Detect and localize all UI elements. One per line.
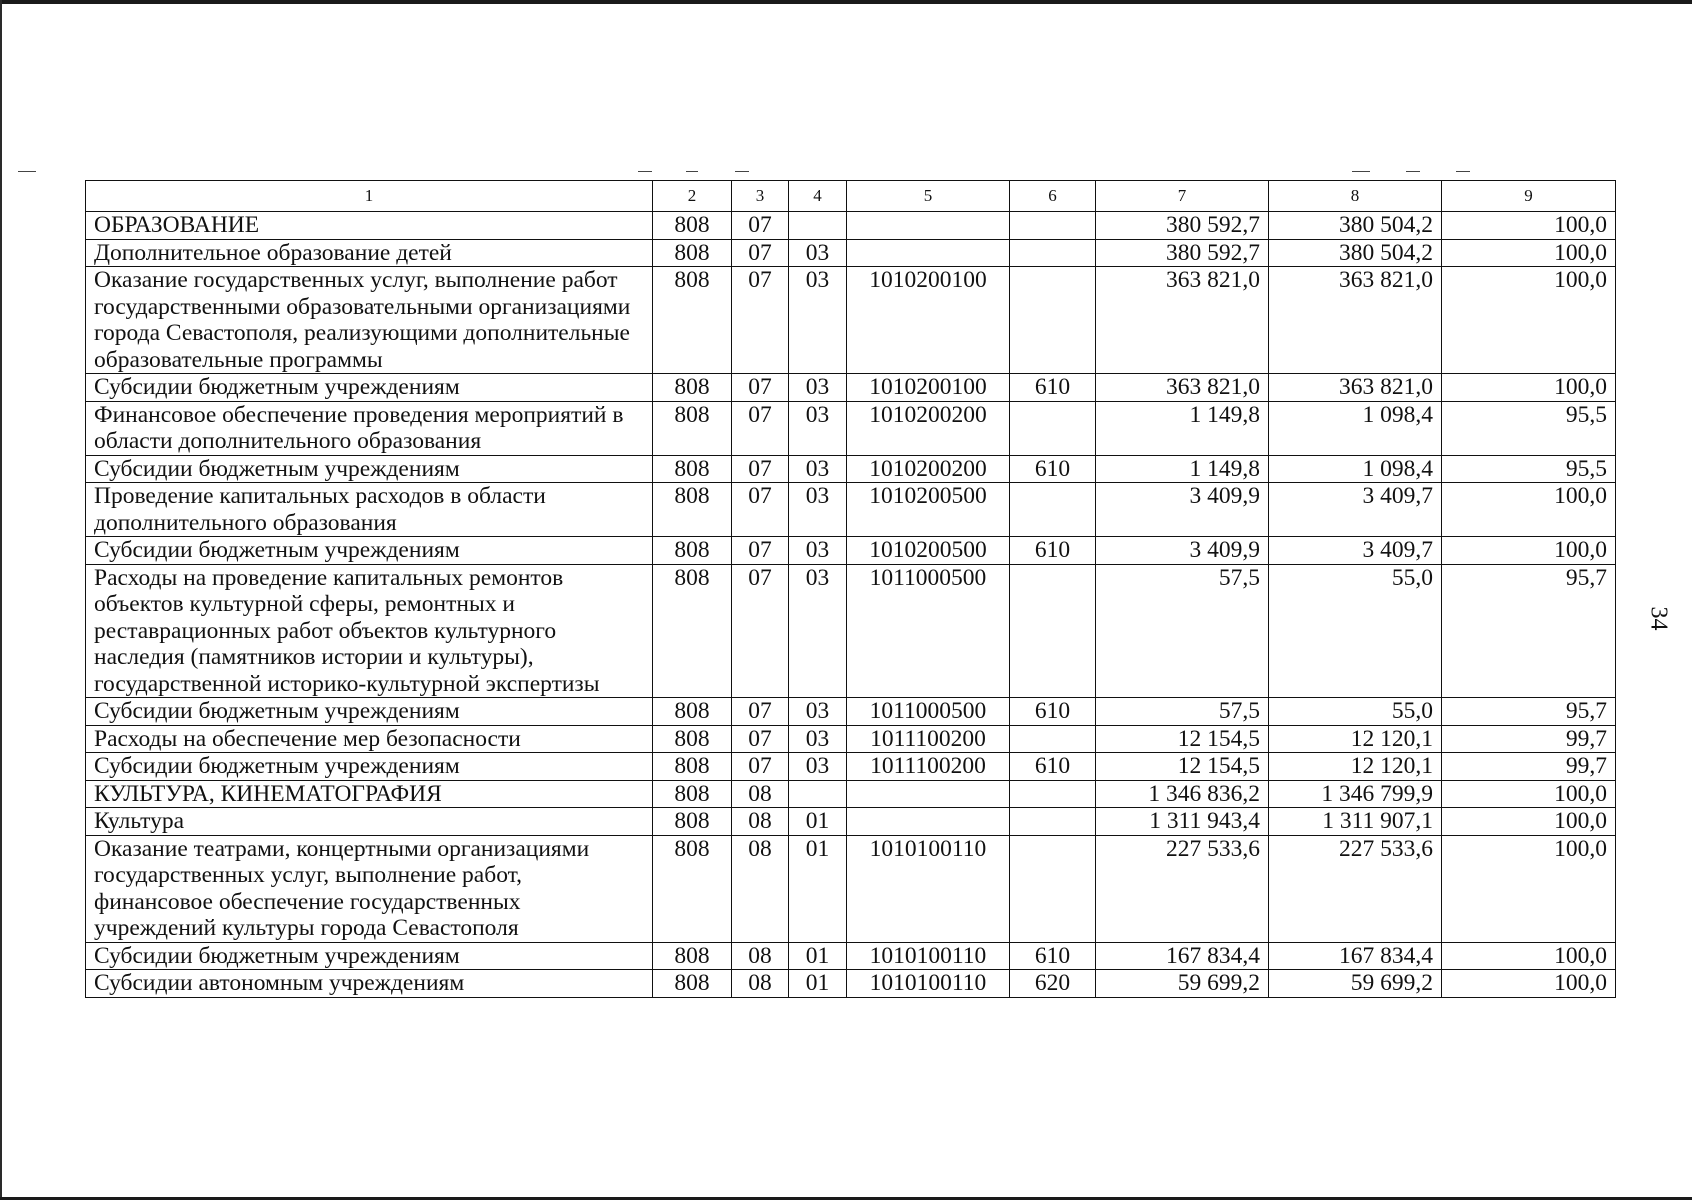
cell-ministry-code: 808 [653, 835, 732, 942]
cell-section-code: 07 [732, 753, 789, 781]
cell-description: Субсидии бюджетным учреждениям [86, 455, 653, 483]
cell-approved-amount: 363 821,0 [1096, 267, 1269, 374]
table-row [86, 401, 1616, 455]
cell-section-code: 07 [732, 483, 789, 537]
cell-ministry-code: 808 [653, 725, 732, 753]
cell-subsection-code: 03 [789, 239, 847, 267]
cell-executed-amount: 1 311 907,1 [1269, 808, 1442, 836]
cell-section-code: 08 [732, 970, 789, 998]
cell-expense-type [1010, 725, 1096, 753]
table-row [86, 537, 1616, 565]
cell-execution-percent: 99,7 [1442, 753, 1616, 781]
cell-target-article: 1010200100 [847, 267, 1010, 374]
cell-execution-percent: 100,0 [1442, 942, 1616, 970]
cell-approved-amount: 3 409,9 [1096, 537, 1269, 565]
cell-section-code: 08 [732, 808, 789, 836]
cell-description: Культура [86, 808, 653, 836]
cell-approved-amount: 1 149,8 [1096, 455, 1269, 483]
table-row [86, 239, 1616, 267]
table-row [86, 698, 1616, 726]
cell-execution-percent: 99,7 [1442, 725, 1616, 753]
cell-expense-type: 610 [1010, 537, 1096, 565]
cell-ministry-code: 808 [653, 267, 732, 374]
column-header: 4 [789, 181, 847, 212]
cell-target-article [847, 239, 1010, 267]
cell-approved-amount: 380 592,7 [1096, 212, 1269, 240]
cell-description: Субсидии бюджетным учреждениям [86, 374, 653, 402]
cell-executed-amount: 55,0 [1269, 564, 1442, 698]
cell-section-code: 08 [732, 835, 789, 942]
cell-executed-amount: 12 120,1 [1269, 725, 1442, 753]
cell-execution-percent: 100,0 [1442, 835, 1616, 942]
table-row [86, 725, 1616, 753]
cell-ministry-code: 808 [653, 239, 732, 267]
cell-target-article: 1010200500 [847, 483, 1010, 537]
cell-description: Проведение капитальных расходов в области дополнительного образования [86, 483, 653, 537]
table-row [86, 267, 1616, 374]
cell-execution-percent: 95,7 [1442, 564, 1616, 698]
cell-execution-percent: 95,7 [1442, 698, 1616, 726]
cell-executed-amount: 380 504,2 [1269, 239, 1442, 267]
cell-approved-amount: 59 699,2 [1096, 970, 1269, 998]
column-header: 9 [1442, 181, 1616, 212]
cell-executed-amount: 167 834,4 [1269, 942, 1442, 970]
scan-mark [735, 171, 749, 172]
table-row [86, 753, 1616, 781]
cell-executed-amount: 12 120,1 [1269, 753, 1442, 781]
cell-execution-percent: 95,5 [1442, 401, 1616, 455]
cell-executed-amount: 55,0 [1269, 698, 1442, 726]
cell-subsection-code: 01 [789, 835, 847, 942]
cell-subsection-code: 03 [789, 483, 847, 537]
cell-target-article: 1011000500 [847, 698, 1010, 726]
cell-expense-type [1010, 239, 1096, 267]
cell-subsection-code: 01 [789, 808, 847, 836]
cell-subsection-code: 03 [789, 698, 847, 726]
cell-approved-amount: 380 592,7 [1096, 239, 1269, 267]
cell-approved-amount: 3 409,9 [1096, 483, 1269, 537]
cell-subsection-code: 01 [789, 970, 847, 998]
cell-target-article [847, 808, 1010, 836]
cell-target-article: 1011100200 [847, 725, 1010, 753]
cell-ministry-code: 808 [653, 455, 732, 483]
cell-approved-amount: 12 154,5 [1096, 753, 1269, 781]
cell-executed-amount: 363 821,0 [1269, 267, 1442, 374]
cell-section-code: 07 [732, 374, 789, 402]
cell-executed-amount: 1 098,4 [1269, 401, 1442, 455]
cell-section-code: 07 [732, 401, 789, 455]
table-row [86, 455, 1616, 483]
cell-subsection-code: 03 [789, 401, 847, 455]
cell-target-article: 1011100200 [847, 753, 1010, 781]
cell-target-article: 1010100110 [847, 835, 1010, 942]
cell-description: Субсидии автономным учреждениям [86, 970, 653, 998]
cell-target-article: 1010200200 [847, 455, 1010, 483]
cell-expense-type [1010, 267, 1096, 374]
cell-target-article: 1010100110 [847, 970, 1010, 998]
cell-expense-type: 620 [1010, 970, 1096, 998]
cell-description: Расходы на проведение капитальных ремонтов объектов культурной сферы, ремонтных и реставрационных работ объектов культурного наследия (памятников истории и культуры), государственной историко-культурной экспертизы [86, 564, 653, 698]
table-row [86, 212, 1616, 240]
cell-executed-amount: 227 533,6 [1269, 835, 1442, 942]
scan-mark [686, 171, 698, 172]
cell-execution-percent: 100,0 [1442, 374, 1616, 402]
budget-table [85, 180, 1616, 998]
table-row [86, 808, 1616, 836]
cell-description: Субсидии бюджетным учреждениям [86, 537, 653, 565]
cell-executed-amount: 3 409,7 [1269, 537, 1442, 565]
cell-expense-type: 610 [1010, 374, 1096, 402]
column-header: 1 [86, 181, 653, 212]
table-row [86, 942, 1616, 970]
scan-border-left [0, 0, 2, 1200]
column-header: 2 [653, 181, 732, 212]
cell-executed-amount: 380 504,2 [1269, 212, 1442, 240]
cell-subsection-code: 03 [789, 725, 847, 753]
cell-target-article: 1010200500 [847, 537, 1010, 565]
scan-mark [1456, 171, 1470, 172]
cell-description: Расходы на обеспечение мер безопасности [86, 725, 653, 753]
cell-subsection-code: 03 [789, 267, 847, 374]
column-header: 7 [1096, 181, 1269, 212]
cell-approved-amount: 363 821,0 [1096, 374, 1269, 402]
cell-ministry-code: 808 [653, 212, 732, 240]
cell-ministry-code: 808 [653, 808, 732, 836]
cell-ministry-code: 808 [653, 374, 732, 402]
cell-expense-type: 610 [1010, 698, 1096, 726]
cell-section-code: 08 [732, 942, 789, 970]
cell-execution-percent: 100,0 [1442, 537, 1616, 565]
cell-subsection-code: 03 [789, 564, 847, 698]
table-row [86, 564, 1616, 698]
cell-description: Оказание театрами, концертными организациями государственных услуг, выполнение работ, финансовое обеспечение государственных учреждений культуры города Севастополя [86, 835, 653, 942]
cell-section-code: 07 [732, 698, 789, 726]
cell-section-code: 07 [732, 537, 789, 565]
cell-approved-amount: 1 311 943,4 [1096, 808, 1269, 836]
cell-ministry-code: 808 [653, 942, 732, 970]
cell-section-code: 07 [732, 239, 789, 267]
cell-expense-type [1010, 212, 1096, 240]
cell-expense-type: 610 [1010, 753, 1096, 781]
cell-description: Оказание государственных услуг, выполнение работ государственными образовательными организациями города Севастополя, реализующими дополнительные образовательные программы [86, 267, 653, 374]
column-header: 5 [847, 181, 1010, 212]
cell-target-article: 1010100110 [847, 942, 1010, 970]
cell-execution-percent: 100,0 [1442, 239, 1616, 267]
cell-approved-amount: 1 346 836,2 [1096, 780, 1269, 808]
cell-expense-type: 610 [1010, 455, 1096, 483]
cell-target-article [847, 780, 1010, 808]
table-row [86, 374, 1616, 402]
cell-expense-type [1010, 780, 1096, 808]
cell-section-code: 08 [732, 780, 789, 808]
cell-subsection-code [789, 212, 847, 240]
cell-expense-type [1010, 808, 1096, 836]
cell-ministry-code: 808 [653, 401, 732, 455]
cell-expense-type: 610 [1010, 942, 1096, 970]
cell-description: Субсидии бюджетным учреждениям [86, 698, 653, 726]
cell-description: Субсидии бюджетным учреждениям [86, 942, 653, 970]
cell-description: Финансовое обеспечение проведения мероприятий в области дополнительного образования [86, 401, 653, 455]
cell-approved-amount: 57,5 [1096, 564, 1269, 698]
cell-expense-type [1010, 835, 1096, 942]
cell-section-code: 07 [732, 212, 789, 240]
cell-subsection-code: 03 [789, 753, 847, 781]
cell-executed-amount: 59 699,2 [1269, 970, 1442, 998]
cell-description: Субсидии бюджетным учреждениям [86, 753, 653, 781]
cell-section-code: 07 [732, 725, 789, 753]
cell-target-article: 1010200200 [847, 401, 1010, 455]
table-row [86, 780, 1616, 808]
cell-subsection-code: 03 [789, 537, 847, 565]
cell-subsection-code: 03 [789, 455, 847, 483]
cell-execution-percent: 100,0 [1442, 970, 1616, 998]
column-header: 8 [1269, 181, 1442, 212]
cell-description: КУЛЬТУРА, КИНЕМАТОГРАФИЯ [86, 780, 653, 808]
cell-section-code: 07 [732, 455, 789, 483]
cell-expense-type [1010, 401, 1096, 455]
page-number: 34 [1645, 606, 1672, 631]
scan-border-top [0, 0, 1692, 4]
cell-execution-percent: 100,0 [1442, 483, 1616, 537]
table-header-row [86, 181, 1616, 212]
cell-subsection-code [789, 780, 847, 808]
cell-execution-percent: 100,0 [1442, 808, 1616, 836]
cell-executed-amount: 1 098,4 [1269, 455, 1442, 483]
cell-description: Дополнительное образование детей [86, 239, 653, 267]
cell-ministry-code: 808 [653, 537, 732, 565]
cell-target-article: 1010200100 [847, 374, 1010, 402]
column-header: 3 [732, 181, 789, 212]
cell-execution-percent: 95,5 [1442, 455, 1616, 483]
cell-ministry-code: 808 [653, 483, 732, 537]
cell-expense-type [1010, 564, 1096, 698]
cell-section-code: 07 [732, 564, 789, 698]
cell-executed-amount: 1 346 799,9 [1269, 780, 1442, 808]
cell-approved-amount: 227 533,6 [1096, 835, 1269, 942]
cell-section-code: 07 [732, 267, 789, 374]
cell-execution-percent: 100,0 [1442, 267, 1616, 374]
scan-mark [1406, 171, 1420, 172]
cell-approved-amount: 57,5 [1096, 698, 1269, 726]
cell-expense-type [1010, 483, 1096, 537]
cell-ministry-code: 808 [653, 698, 732, 726]
table-row [86, 835, 1616, 942]
cell-approved-amount: 167 834,4 [1096, 942, 1269, 970]
cell-ministry-code: 808 [653, 753, 732, 781]
cell-approved-amount: 1 149,8 [1096, 401, 1269, 455]
scan-mark [18, 171, 36, 172]
cell-execution-percent: 100,0 [1442, 212, 1616, 240]
table-row [86, 970, 1616, 998]
cell-subsection-code: 03 [789, 374, 847, 402]
cell-target-article [847, 212, 1010, 240]
cell-ministry-code: 808 [653, 780, 732, 808]
column-header: 6 [1010, 181, 1096, 212]
cell-target-article: 1011000500 [847, 564, 1010, 698]
cell-ministry-code: 808 [653, 970, 732, 998]
table-row [86, 483, 1616, 537]
cell-execution-percent: 100,0 [1442, 780, 1616, 808]
cell-executed-amount: 363 821,0 [1269, 374, 1442, 402]
cell-description: ОБРАЗОВАНИЕ [86, 212, 653, 240]
cell-subsection-code: 01 [789, 942, 847, 970]
scan-mark [1352, 171, 1370, 172]
cell-approved-amount: 12 154,5 [1096, 725, 1269, 753]
cell-ministry-code: 808 [653, 564, 732, 698]
scan-mark [638, 171, 652, 172]
cell-executed-amount: 3 409,7 [1269, 483, 1442, 537]
